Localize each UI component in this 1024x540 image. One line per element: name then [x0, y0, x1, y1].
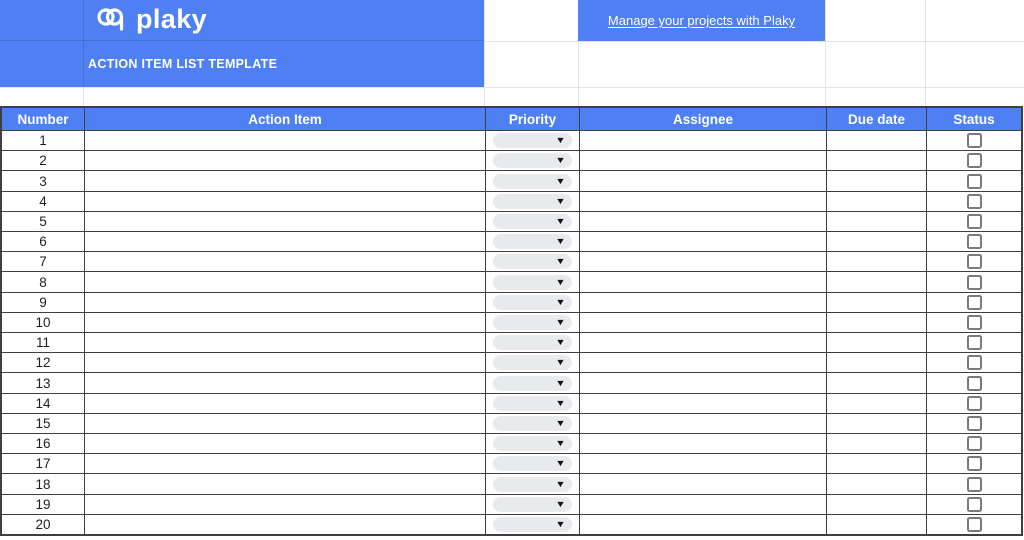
action-item-cell[interactable]: [85, 373, 486, 392]
due-date-cell[interactable]: [827, 131, 927, 150]
action-item-cell[interactable]: [85, 272, 486, 291]
status-cell: [927, 272, 1021, 291]
priority-cell: [486, 454, 580, 473]
action-item-cell[interactable]: [85, 171, 486, 190]
priority-cell: [486, 434, 580, 453]
due-date-cell[interactable]: [827, 151, 927, 170]
priority-dropdown[interactable]: [493, 335, 572, 350]
assignee-cell[interactable]: [580, 434, 827, 453]
assignee-cell[interactable]: [580, 131, 827, 150]
assignee-cell[interactable]: [580, 373, 827, 392]
row-number: 12: [35, 355, 51, 371]
dropdown-arrow-icon: ▼: [555, 337, 566, 348]
row-number-cell: [2, 293, 85, 312]
status-checkbox[interactable]: [967, 194, 982, 209]
row-number-cell: [2, 272, 85, 291]
priority-cell: [486, 515, 580, 534]
assignee-cell[interactable]: [580, 495, 827, 514]
gridline: [0, 87, 1024, 88]
due-date-cell[interactable]: [827, 212, 927, 231]
priority-dropdown[interactable]: [493, 315, 572, 330]
status-checkbox[interactable]: [967, 396, 982, 411]
gridline: [484, 0, 485, 106]
priority-cell: [486, 212, 580, 231]
assignee-cell[interactable]: [580, 252, 827, 271]
due-date-cell[interactable]: [827, 272, 927, 291]
status-cell: [927, 373, 1021, 392]
table-row: [2, 473, 1021, 493]
action-item-cell[interactable]: [85, 414, 486, 433]
table-row: [2, 312, 1021, 332]
assignee-cell[interactable]: [580, 474, 827, 493]
gridline: [825, 0, 826, 106]
assignee-cell[interactable]: [580, 272, 827, 291]
due-date-cell[interactable]: [827, 192, 927, 211]
action-item-cell[interactable]: [85, 151, 486, 170]
table-row: [2, 332, 1021, 352]
action-item-cell[interactable]: [85, 495, 486, 514]
action-item-cell[interactable]: [85, 353, 486, 372]
table-row: [2, 251, 1021, 271]
priority-dropdown[interactable]: [493, 416, 572, 431]
status-checkbox[interactable]: [967, 214, 982, 229]
action-item-cell[interactable]: [85, 474, 486, 493]
priority-dropdown[interactable]: [493, 254, 572, 269]
status-checkbox[interactable]: [967, 234, 982, 249]
plaky-logo-text: plaky: [136, 3, 208, 34]
row-number-cell: [2, 131, 85, 150]
status-checkbox[interactable]: [967, 174, 982, 189]
priority-cell: [486, 171, 580, 190]
table-row: [2, 211, 1021, 231]
row-number-cell: [2, 313, 85, 332]
status-cell: [927, 495, 1021, 514]
status-checkbox[interactable]: [967, 517, 982, 532]
status-cell: [927, 454, 1021, 473]
assignee-cell[interactable]: [580, 515, 827, 534]
priority-dropdown[interactable]: [493, 517, 572, 532]
action-item-cell[interactable]: [85, 515, 486, 534]
row-number: 16: [35, 436, 51, 452]
row-number: 13: [35, 375, 51, 391]
table-row: [2, 453, 1021, 473]
dropdown-arrow-icon: ▼: [555, 276, 566, 287]
due-date-cell[interactable]: [827, 495, 927, 514]
action-item-cell[interactable]: [85, 252, 486, 271]
assignee-cell[interactable]: [580, 313, 827, 332]
status-cell: [927, 171, 1021, 190]
dropdown-arrow-icon: ▼: [555, 417, 566, 428]
table-row: [2, 130, 1021, 150]
priority-dropdown[interactable]: [493, 295, 572, 310]
plaky-logo: [96, 0, 207, 41]
row-number: 19: [35, 496, 51, 512]
dropdown-arrow-icon: ▼: [555, 175, 566, 186]
status-cell: [927, 131, 1021, 150]
due-date-cell[interactable]: [827, 434, 927, 453]
priority-cell: [486, 131, 580, 150]
table-row: [2, 352, 1021, 372]
status-checkbox[interactable]: [967, 436, 982, 451]
column-header-number: Number: [2, 108, 85, 130]
dropdown-arrow-icon: ▼: [555, 518, 566, 529]
row-number: 15: [35, 415, 51, 431]
gridline: [578, 41, 579, 106]
priority-cell: [486, 495, 580, 514]
due-date-cell[interactable]: [827, 414, 927, 433]
status-cell: [927, 414, 1021, 433]
table-row: [2, 271, 1021, 291]
column-header-status: Status: [953, 111, 995, 127]
row-number: 14: [35, 395, 51, 411]
status-cell: [927, 232, 1021, 251]
status-checkbox[interactable]: [967, 153, 982, 168]
row-number-cell: [2, 474, 85, 493]
status-checkbox[interactable]: [967, 295, 982, 310]
priority-dropdown[interactable]: [493, 456, 572, 471]
status-cell: [927, 293, 1021, 312]
status-cell: [927, 192, 1021, 211]
status-cell: [927, 515, 1021, 534]
row-number: 18: [35, 476, 51, 492]
dropdown-arrow-icon: ▼: [555, 316, 566, 327]
status-checkbox[interactable]: [967, 497, 982, 512]
row-number: 8: [39, 274, 47, 290]
priority-dropdown[interactable]: [493, 275, 572, 290]
action-item-cell[interactable]: [85, 394, 486, 413]
column-header-assignee: Assignee: [580, 108, 827, 130]
status-checkbox[interactable]: [967, 335, 982, 350]
priority-cell: [486, 333, 580, 352]
table-row: [2, 494, 1021, 514]
action-item-cell[interactable]: [85, 131, 486, 150]
due-date-cell[interactable]: [827, 293, 927, 312]
status-checkbox[interactable]: [967, 376, 982, 391]
row-number-cell: [2, 515, 85, 534]
column-header-priority: Priority: [486, 108, 580, 130]
table-row: [2, 191, 1021, 211]
row-number-cell: [2, 414, 85, 433]
priority-dropdown[interactable]: [493, 174, 572, 189]
table-row: [2, 170, 1021, 190]
row-number-cell: [2, 495, 85, 514]
dropdown-arrow-icon: ▼: [555, 215, 566, 226]
dropdown-arrow-icon: ▼: [555, 155, 566, 166]
status-checkbox[interactable]: [967, 456, 982, 471]
status-checkbox[interactable]: [967, 477, 982, 492]
assignee-cell[interactable]: [580, 232, 827, 251]
row-number-cell: [2, 232, 85, 251]
assignee-cell[interactable]: [580, 151, 827, 170]
priority-dropdown[interactable]: [493, 497, 572, 512]
row-number-cell: [2, 333, 85, 352]
status-cell: [927, 434, 1021, 453]
promo-link[interactable]: Manage your projects with Plaky: [607, 13, 796, 28]
dropdown-arrow-icon: ▼: [555, 397, 566, 408]
due-date-cell[interactable]: [827, 171, 927, 190]
gridline: [83, 0, 84, 87]
column-header-due-date: Due date: [827, 108, 927, 130]
priority-dropdown[interactable]: [493, 153, 572, 168]
action-item-cell[interactable]: [85, 333, 486, 352]
due-date-cell[interactable]: [827, 515, 927, 534]
dropdown-arrow-icon: ▼: [555, 357, 566, 368]
action-item-cell[interactable]: [85, 454, 486, 473]
assignee-cell[interactable]: [580, 353, 827, 372]
priority-cell: [486, 313, 580, 332]
priority-dropdown[interactable]: [493, 194, 572, 209]
table-row: [2, 150, 1021, 170]
dropdown-arrow-icon: ▼: [555, 458, 566, 469]
assignee-cell[interactable]: [580, 414, 827, 433]
row-number-cell: [2, 151, 85, 170]
dropdown-arrow-icon: ▼: [555, 256, 566, 267]
dropdown-arrow-icon: ▼: [555, 195, 566, 206]
table-row: [2, 433, 1021, 453]
row-number: 3: [39, 173, 47, 189]
dropdown-arrow-icon: ▼: [555, 236, 566, 247]
status-cell: [927, 394, 1021, 413]
action-item-cell[interactable]: [85, 232, 486, 251]
assignee-cell[interactable]: [580, 454, 827, 473]
due-date-cell[interactable]: [827, 353, 927, 372]
status-cell: [927, 353, 1021, 372]
plaky-logo-icon: [96, 6, 127, 36]
priority-dropdown[interactable]: [493, 376, 572, 391]
column-header-action-item: Action Item: [85, 108, 486, 130]
priority-cell: [486, 293, 580, 312]
priority-cell: [486, 151, 580, 170]
template-title: ACTION ITEM LIST TEMPLATE: [88, 57, 278, 71]
priority-dropdown[interactable]: [493, 214, 572, 229]
dropdown-arrow-icon: ▼: [555, 135, 566, 146]
row-number: 11: [35, 335, 50, 351]
gridline: [83, 87, 84, 106]
table-row: [2, 413, 1021, 433]
priority-cell: [486, 192, 580, 211]
row-number: 2: [39, 153, 47, 169]
row-number: 9: [39, 294, 47, 310]
row-number: 20: [35, 516, 51, 532]
due-date-cell[interactable]: [827, 333, 927, 352]
brand-banner: [0, 0, 484, 87]
row-number: 10: [35, 314, 51, 330]
action-item-cell[interactable]: [85, 434, 486, 453]
priority-dropdown[interactable]: [493, 355, 572, 370]
status-cell: [927, 333, 1021, 352]
status-checkbox[interactable]: [967, 315, 982, 330]
row-number-cell: [2, 394, 85, 413]
table-row: [2, 372, 1021, 392]
row-number: 5: [39, 213, 47, 229]
row-number: 6: [39, 234, 47, 250]
priority-dropdown[interactable]: [493, 396, 572, 411]
assignee-cell[interactable]: [580, 171, 827, 190]
dropdown-arrow-icon: ▼: [555, 377, 566, 388]
action-item-cell[interactable]: [85, 313, 486, 332]
row-number: 1: [39, 133, 47, 149]
row-number-cell: [2, 192, 85, 211]
table-row: [2, 393, 1021, 413]
status-cell: [927, 313, 1021, 332]
due-date-cell[interactable]: [827, 313, 927, 332]
table-row: [2, 292, 1021, 312]
dropdown-arrow-icon: ▼: [555, 478, 566, 489]
priority-cell: [486, 414, 580, 433]
assignee-cell[interactable]: [580, 293, 827, 312]
due-date-cell[interactable]: [827, 394, 927, 413]
row-number: 7: [39, 254, 47, 270]
table-body: [2, 130, 1021, 534]
assignee-cell[interactable]: [580, 394, 827, 413]
status-cell: [927, 151, 1021, 170]
priority-dropdown[interactable]: [493, 234, 572, 249]
dropdown-arrow-icon: ▼: [555, 296, 566, 307]
priority-cell: [486, 353, 580, 372]
priority-cell: [486, 474, 580, 493]
due-date-cell[interactable]: [827, 474, 927, 493]
gridline: [484, 41, 1024, 42]
status-cell: [927, 252, 1021, 271]
priority-cell: [486, 232, 580, 251]
status-checkbox[interactable]: [967, 416, 982, 431]
row-number-cell: [2, 454, 85, 473]
status-checkbox[interactable]: [967, 133, 982, 148]
priority-dropdown[interactable]: [493, 133, 572, 148]
due-date-cell[interactable]: [827, 454, 927, 473]
row-number: 17: [35, 456, 51, 472]
due-date-cell[interactable]: [827, 232, 927, 251]
priority-dropdown[interactable]: [493, 477, 572, 492]
priority-cell: [486, 272, 580, 291]
action-item-table: [0, 106, 1023, 536]
assignee-cell[interactable]: [580, 212, 827, 231]
assignee-cell[interactable]: [580, 333, 827, 352]
due-date-cell[interactable]: [827, 373, 927, 392]
status-checkbox[interactable]: [967, 254, 982, 269]
row-number-cell: [2, 212, 85, 231]
status-cell: [927, 474, 1021, 493]
priority-cell: [486, 394, 580, 413]
status-checkbox[interactable]: [967, 355, 982, 370]
table-row: [2, 514, 1021, 534]
status-cell: [927, 212, 1021, 231]
priority-dropdown[interactable]: [493, 436, 572, 451]
row-number-cell: [2, 353, 85, 372]
table-header-row: [2, 108, 1021, 130]
row-number-cell: [2, 373, 85, 392]
action-item-cell[interactable]: [85, 212, 486, 231]
dropdown-arrow-icon: ▼: [555, 498, 566, 509]
dropdown-arrow-icon: ▼: [555, 438, 566, 449]
promo-link-cell: [578, 0, 825, 41]
status-checkbox[interactable]: [967, 275, 982, 290]
row-number-cell: [2, 252, 85, 271]
table-row: [2, 231, 1021, 251]
priority-cell: [486, 252, 580, 271]
due-date-cell[interactable]: [827, 252, 927, 271]
action-item-cell[interactable]: [85, 293, 486, 312]
row-number-cell: [2, 434, 85, 453]
priority-cell: [486, 373, 580, 392]
assignee-cell[interactable]: [580, 192, 827, 211]
row-number-cell: [2, 171, 85, 190]
gridline: [925, 0, 926, 106]
action-item-cell[interactable]: [85, 192, 486, 211]
row-number: 4: [39, 193, 47, 209]
